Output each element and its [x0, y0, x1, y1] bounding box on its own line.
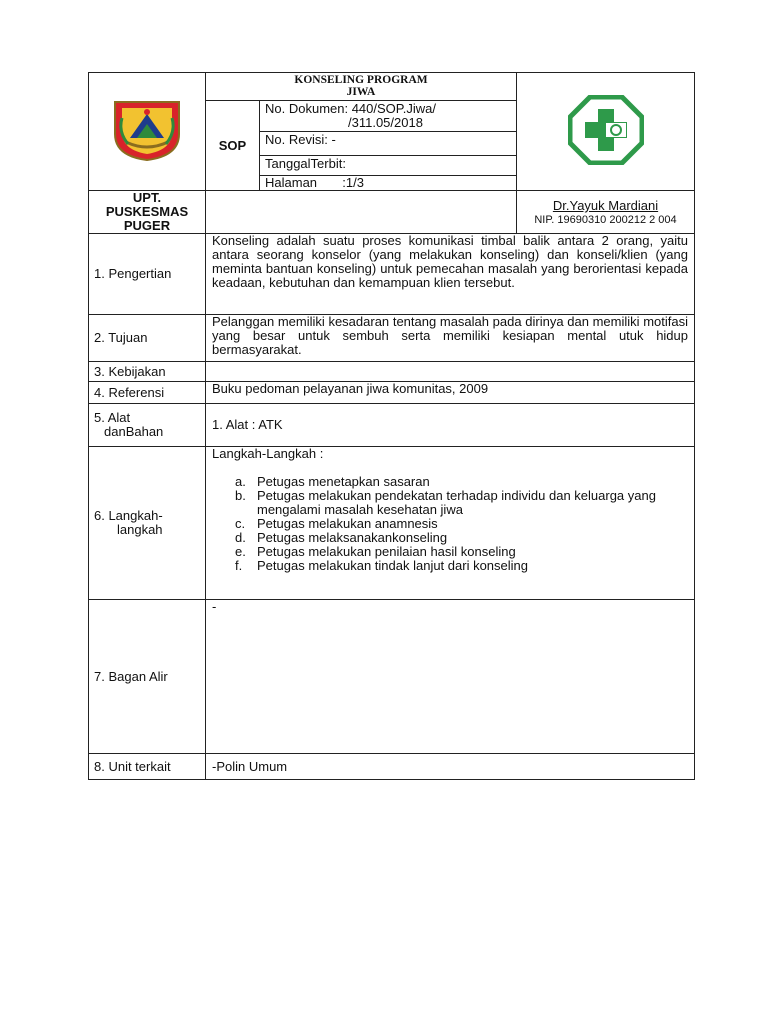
institution-line-2: PUSKESMAS: [105, 204, 189, 219]
sop-table: [88, 72, 695, 780]
langkah-step: [235, 488, 688, 517]
empty-cell: [206, 191, 517, 234]
page-number: [260, 176, 517, 191]
langkah-step: [235, 558, 688, 573]
sop-label: SOP: [206, 101, 260, 191]
langkah-step-text: Petugas menetapkan sasaran: [257, 474, 430, 489]
langkah-step-marker: f.: [235, 558, 243, 573]
section-label-alat-line-2: danBahan: [104, 424, 164, 439]
puskesmas-logo-cell: [517, 73, 695, 191]
institution-line-3: PUGER: [123, 218, 171, 233]
page-number-label: Halaman: [265, 175, 318, 190]
signature-block: [517, 191, 695, 234]
sop-document: [88, 72, 694, 780]
langkah-intro: Langkah-Langkah :: [212, 446, 324, 461]
langkah-step: [235, 530, 688, 545]
langkah-steps-list: [212, 475, 688, 573]
section-text-referensi: Buku pedoman pelayanan jiwa komunitas, 2009: [206, 382, 695, 404]
langkah-step: [235, 474, 688, 489]
section-label-pengertian: 1. Pengertian: [89, 234, 206, 315]
langkah-step-marker: a.: [235, 474, 246, 489]
langkah-step-marker: e.: [235, 544, 246, 559]
section-label-kebijakan: 3. Kebijakan: [89, 362, 206, 382]
document-number-line-1: No. Dokumen: 440/SOP.Jiwa/: [265, 101, 437, 116]
langkah-step: [235, 544, 688, 559]
document-number-line-2: /311.05/2018: [348, 115, 423, 130]
section-label-langkah-line-2: langkah: [117, 522, 163, 537]
section-label-alat-line-1: 5. Alat: [94, 410, 131, 425]
langkah-step-marker: d.: [235, 530, 246, 545]
document-title: [206, 73, 517, 101]
section-text-pengertian: Konseling adalah suatu proses komunikasi timbal balik antara 2 orang, yaitu antara seorang konselor (yang melakukan konseling) dan konseli/klien (yang meminta bantuan konseling) untuk pemecahan masalah yang berorientasi kepada keadaan, kebutuhan dan kemampuan klien tersebut.: [206, 234, 695, 315]
section-label-unit: 8. Unit terkait: [89, 754, 206, 780]
section-text-alat: 1. Alat : ATK: [206, 404, 695, 447]
langkah-step-text: Petugas melakukan pendekatan terhadap individu dan keluarga yang mengalami masalah kesehatan jiwa: [257, 488, 656, 517]
langkah-step-text: Petugas melaksanakankonseling: [257, 530, 448, 545]
title-line-2: JIWA: [346, 86, 376, 98]
publish-date: TanggalTerbit:: [260, 156, 517, 176]
signer-name: Dr.Yayuk Mardiani: [552, 198, 659, 213]
institution-line-1: UPT.: [132, 190, 162, 205]
regency-crest-icon: [112, 98, 182, 162]
section-text-kebijakan: [206, 362, 695, 382]
section-label-referensi: 4. Referensi: [89, 382, 206, 404]
langkah-step-text: Petugas melakukan tindak lanjut dari konseling: [257, 558, 529, 573]
section-text-langkah: [206, 447, 695, 600]
document-number: [260, 101, 517, 132]
institution-name: [89, 191, 206, 234]
page-number-value: :1/3: [342, 175, 364, 190]
section-label-langkah: [89, 447, 206, 600]
langkah-step: [235, 516, 688, 531]
section-text-unit: -Polin Umum: [206, 754, 695, 780]
langkah-step-marker: c.: [235, 516, 246, 531]
section-label-langkah-line-1: 6. Langkah-: [94, 508, 163, 523]
section-text-bagan: -: [206, 600, 695, 754]
section-label-tujuan: 2. Tujuan: [89, 315, 206, 362]
puskesmas-cross-icon: [568, 95, 644, 165]
langkah-step-text: Petugas melakukan anamnesis: [257, 516, 438, 531]
revision-number: No. Revisi: -: [260, 132, 517, 156]
signer-nip: NIP. 19690310 200212 2 004: [534, 214, 677, 226]
section-text-tujuan: Pelanggan memiliki kesadaran tentang masalah pada dirinya dan memiliki motifasi yang besar untuk sembuh serta memiliki kesiapan mental utuk hidup bermasyarakat.: [206, 315, 695, 362]
langkah-step-marker: b.: [235, 488, 246, 503]
regency-logo-cell: [89, 73, 206, 191]
langkah-step-text: Petugas melakukan penilaian hasil konseling: [257, 544, 516, 559]
section-label-bagan: 7. Bagan Alir: [89, 600, 206, 754]
title-line-1: KONSELING PROGRAM: [294, 74, 428, 86]
section-label-alat: [89, 404, 206, 447]
